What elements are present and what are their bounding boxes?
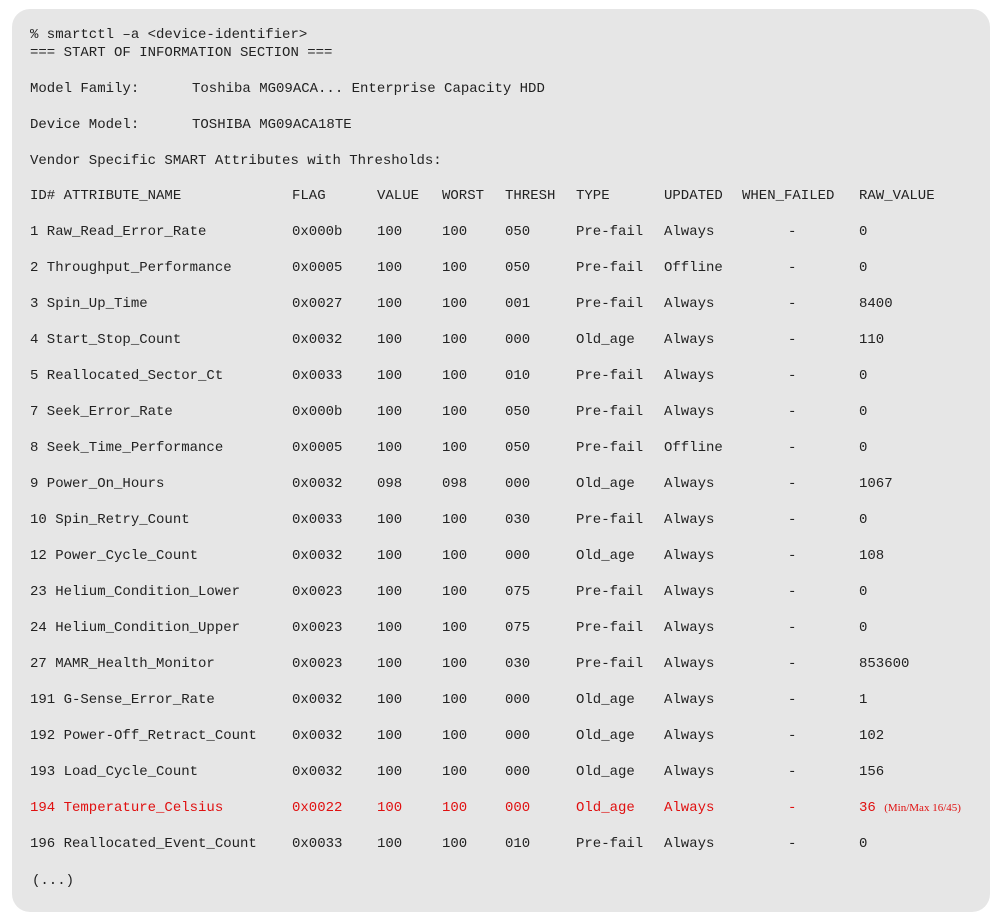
cell-thresh: 000: [505, 728, 531, 744]
cell-raw-value: 0: [859, 224, 868, 240]
column-header-thresh: THRESH: [505, 188, 556, 204]
device-model-label: Device Model:: [30, 117, 140, 133]
cell-id-name: 3 Spin_Up_Time: [30, 296, 148, 312]
table-row: [12, 404, 990, 422]
cell-id-name: 196 Reallocated_Event_Count: [30, 836, 257, 852]
cell-flag: 0x0033: [292, 368, 343, 384]
cell-when-failed: -: [788, 656, 797, 672]
table-header-row: [12, 188, 990, 206]
cell-worst: 100: [442, 440, 468, 456]
cell-id-name: 5 Reallocated_Sector_Ct: [30, 368, 224, 384]
cell-updated: Offline: [664, 260, 723, 276]
cell-flag: 0x0032: [292, 764, 343, 780]
cell-flag: 0x0033: [292, 512, 343, 528]
cell-worst: 100: [442, 332, 468, 348]
cell-id-name: 4 Start_Stop_Count: [30, 332, 182, 348]
cell-worst: 100: [442, 548, 468, 564]
cell-thresh: 000: [505, 476, 531, 492]
cell-when-failed: -: [788, 332, 797, 348]
cell-when-failed: -: [788, 260, 797, 276]
cell-flag: 0x0022: [292, 800, 343, 816]
cell-worst: 100: [442, 404, 468, 420]
cell-type: Pre-fail: [576, 368, 644, 384]
cell-thresh: 000: [505, 692, 531, 708]
cell-id-name: 23 Helium_Condition_Lower: [30, 584, 241, 600]
cell-thresh: 030: [505, 512, 531, 528]
cell-when-failed: -: [788, 404, 797, 420]
column-header-id-name: ID# ATTRIBUTE_NAME: [30, 188, 182, 204]
cell-value: 100: [377, 368, 403, 384]
table-row: [12, 476, 990, 494]
cell-raw-value: 156: [859, 764, 885, 780]
cell-thresh: 050: [505, 224, 531, 240]
cell-when-failed: -: [788, 692, 797, 708]
raw-value-note: (Min/Max 16/45): [884, 802, 961, 814]
cell-thresh: 075: [505, 620, 531, 636]
cell-raw-value: 0: [859, 260, 868, 276]
cell-value: 100: [377, 692, 403, 708]
cell-updated: Always: [664, 368, 715, 384]
model-family-label: Model Family:: [30, 81, 140, 97]
cell-raw-value-wrapper: [859, 800, 961, 816]
command-line: % smartctl –a <device-identifier>: [30, 27, 308, 43]
cell-flag: 0x0023: [292, 584, 343, 600]
cell-raw-value: 36: [859, 800, 876, 816]
cell-updated: Always: [664, 224, 715, 240]
cell-flag: 0x0032: [292, 332, 343, 348]
cell-raw-value: 853600: [859, 656, 910, 672]
cell-thresh: 075: [505, 584, 531, 600]
cell-when-failed: -: [788, 476, 797, 492]
cell-flag: 0x0027: [292, 296, 343, 312]
cell-id-name: 191 G-Sense_Error_Rate: [30, 692, 215, 708]
table-row: [12, 260, 990, 278]
cell-id-name: 8 Seek_Time_Performance: [30, 440, 224, 456]
cell-type: Pre-fail: [576, 440, 644, 456]
cell-worst: 100: [442, 656, 468, 672]
cell-type: Old_age: [576, 692, 635, 708]
cell-when-failed: -: [788, 800, 797, 816]
column-header-worst: WORST: [442, 188, 485, 204]
cell-thresh: 000: [505, 548, 531, 564]
cell-flag: 0x0032: [292, 728, 343, 744]
model-family-value: Toshiba MG09ACA... Enterprise Capacity HDD: [192, 81, 545, 97]
cell-when-failed: -: [788, 548, 797, 564]
cell-type: Old_age: [576, 548, 635, 564]
cell-type: Pre-fail: [576, 512, 644, 528]
cell-type: Old_age: [576, 764, 635, 780]
table-row: [12, 548, 990, 566]
terminal-output-panel: [12, 9, 990, 912]
device-model-value: TOSHIBA MG09ACA18TE: [192, 117, 352, 133]
table-row: [12, 620, 990, 638]
cell-type: Pre-fail: [576, 404, 644, 420]
cell-raw-value: 0: [859, 620, 868, 636]
table-row: [12, 224, 990, 242]
cell-when-failed: -: [788, 368, 797, 384]
cell-id-name: 24 Helium_Condition_Upper: [30, 620, 241, 636]
cell-id-name: 2 Throughput_Performance: [30, 260, 232, 276]
cell-value: 100: [377, 404, 403, 420]
cell-thresh: 030: [505, 656, 531, 672]
cell-type: Pre-fail: [576, 260, 644, 276]
cell-worst: 100: [442, 692, 468, 708]
cell-flag: 0x0023: [292, 620, 343, 636]
cell-value: 100: [377, 332, 403, 348]
cell-id-name: 193 Load_Cycle_Count: [30, 764, 199, 780]
cell-updated: Always: [664, 548, 715, 564]
cell-raw-value: 0: [859, 836, 868, 852]
table-row: [12, 764, 990, 782]
cell-flag: 0x0033: [292, 836, 343, 852]
cell-thresh: 050: [505, 260, 531, 276]
cell-value: 100: [377, 512, 403, 528]
cell-thresh: 000: [505, 800, 531, 816]
cell-type: Pre-fail: [576, 656, 644, 672]
cell-raw-value: 1067: [859, 476, 893, 492]
column-header-when-failed: WHEN_FAILED: [742, 188, 835, 204]
cell-updated: Always: [664, 620, 715, 636]
cell-updated: Always: [664, 836, 715, 852]
cell-id-name: 10 Spin_Retry_Count: [30, 512, 190, 528]
cell-value: 100: [377, 800, 403, 816]
column-header-updated: UPDATED: [664, 188, 723, 204]
table-row: [12, 440, 990, 458]
cell-flag: 0x0005: [292, 440, 343, 456]
cell-raw-value: 8400: [859, 296, 893, 312]
attributes-title: Vendor Specific SMART Attributes with Thresholds:: [30, 153, 442, 169]
cell-worst: 100: [442, 836, 468, 852]
cell-worst: 100: [442, 224, 468, 240]
cell-type: Pre-fail: [576, 836, 644, 852]
cell-worst: 100: [442, 620, 468, 636]
cell-updated: Always: [664, 476, 715, 492]
cell-worst: 100: [442, 800, 468, 816]
cell-when-failed: -: [788, 224, 797, 240]
cell-id-name: 27 MAMR_Health_Monitor: [30, 656, 215, 672]
cell-thresh: 010: [505, 368, 531, 384]
cell-type: Old_age: [576, 800, 635, 816]
cell-updated: Always: [664, 404, 715, 420]
table-row: [12, 512, 990, 530]
cell-value: 100: [377, 224, 403, 240]
cell-value: 100: [377, 260, 403, 276]
cell-thresh: 050: [505, 440, 531, 456]
cell-raw-value: 110: [859, 332, 885, 348]
cell-value: 098: [377, 476, 403, 492]
cell-worst: 098: [442, 476, 468, 492]
cell-value: 100: [377, 548, 403, 564]
cell-type: Pre-fail: [576, 584, 644, 600]
cell-flag: 0x0032: [292, 548, 343, 564]
cell-updated: Always: [664, 656, 715, 672]
cell-thresh: 000: [505, 332, 531, 348]
cell-raw-value: 0: [859, 404, 868, 420]
cell-flag: 0x000b: [292, 224, 343, 240]
table-row: [12, 368, 990, 386]
table-row: [12, 296, 990, 314]
table-row: [12, 656, 990, 674]
cell-when-failed: -: [788, 764, 797, 780]
cell-when-failed: -: [788, 584, 797, 600]
cell-flag: 0x000b: [292, 404, 343, 420]
cell-value: 100: [377, 296, 403, 312]
cell-type: Pre-fail: [576, 620, 644, 636]
cell-updated: Always: [664, 584, 715, 600]
table-row: [12, 692, 990, 710]
cell-id-name: 7 Seek_Error_Rate: [30, 404, 173, 420]
cell-raw-value: 1: [859, 692, 868, 708]
cell-type: Pre-fail: [576, 296, 644, 312]
cell-id-name: 9 Power_On_Hours: [30, 476, 165, 492]
column-header-raw-value: RAW_VALUE: [859, 188, 935, 204]
cell-when-failed: -: [788, 512, 797, 528]
cell-value: 100: [377, 656, 403, 672]
cell-updated: Always: [664, 692, 715, 708]
cell-flag: 0x0005: [292, 260, 343, 276]
cell-flag: 0x0023: [292, 656, 343, 672]
cell-flag: 0x0032: [292, 476, 343, 492]
cell-worst: 100: [442, 260, 468, 276]
cell-worst: 100: [442, 296, 468, 312]
cell-when-failed: -: [788, 836, 797, 852]
table-row: [12, 584, 990, 602]
cell-thresh: 010: [505, 836, 531, 852]
cell-raw-value: 0: [859, 368, 868, 384]
cell-id-name: 192 Power-Off_Retract_Count: [30, 728, 257, 744]
cell-value: 100: [377, 584, 403, 600]
column-header-value: VALUE: [377, 188, 420, 204]
column-header-type: TYPE: [576, 188, 610, 204]
cell-worst: 100: [442, 728, 468, 744]
table-row: [12, 800, 990, 818]
cell-thresh: 000: [505, 764, 531, 780]
cell-value: 100: [377, 764, 403, 780]
cell-value: 100: [377, 440, 403, 456]
cell-when-failed: -: [788, 728, 797, 744]
cell-value: 100: [377, 728, 403, 744]
cell-type: Old_age: [576, 332, 635, 348]
cell-raw-value: 0: [859, 584, 868, 600]
cell-flag: 0x0032: [292, 692, 343, 708]
cell-thresh: 050: [505, 404, 531, 420]
cell-updated: Always: [664, 332, 715, 348]
cell-when-failed: -: [788, 296, 797, 312]
cell-worst: 100: [442, 764, 468, 780]
cell-id-name: 194 Temperature_Celsius: [30, 800, 224, 816]
cell-thresh: 001: [505, 296, 531, 312]
cell-raw-value: 0: [859, 512, 868, 528]
cell-when-failed: -: [788, 440, 797, 456]
column-header-flag: FLAG: [292, 188, 326, 204]
table-row: [12, 836, 990, 854]
cell-updated: Offline: [664, 440, 723, 456]
cell-worst: 100: [442, 368, 468, 384]
cell-updated: Always: [664, 800, 715, 816]
cell-worst: 100: [442, 584, 468, 600]
cell-raw-value: 0: [859, 440, 868, 456]
cell-id-name: 12 Power_Cycle_Count: [30, 548, 199, 564]
cell-raw-value: 102: [859, 728, 885, 744]
cell-worst: 100: [442, 512, 468, 528]
table-row: [12, 728, 990, 746]
section-header: === START OF INFORMATION SECTION ===: [30, 45, 333, 61]
ellipsis-text: (...): [32, 873, 75, 889]
cell-when-failed: -: [788, 620, 797, 636]
cell-value: 100: [377, 620, 403, 636]
cell-type: Pre-fail: [576, 224, 644, 240]
cell-id-name: 1 Raw_Read_Error_Rate: [30, 224, 207, 240]
cell-updated: Always: [664, 764, 715, 780]
cell-type: Old_age: [576, 728, 635, 744]
cell-updated: Always: [664, 512, 715, 528]
cell-raw-value: 108: [859, 548, 885, 564]
cell-updated: Always: [664, 296, 715, 312]
cell-updated: Always: [664, 728, 715, 744]
table-row: [12, 332, 990, 350]
cell-value: 100: [377, 836, 403, 852]
cell-type: Old_age: [576, 476, 635, 492]
